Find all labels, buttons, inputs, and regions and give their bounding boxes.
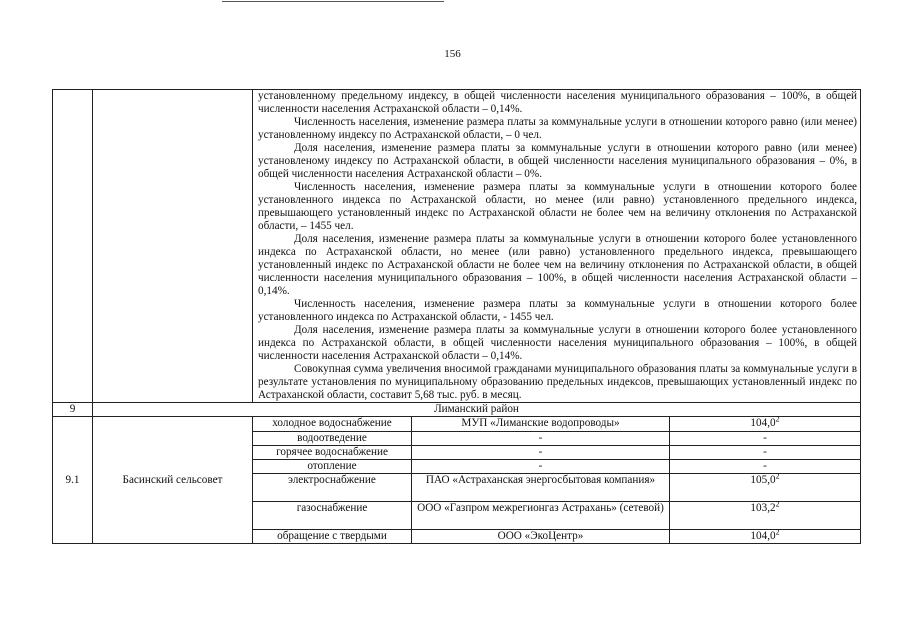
service-name: электроснабжение bbox=[253, 474, 412, 502]
continuation-row bbox=[53, 90, 861, 403]
index-value bbox=[670, 446, 861, 460]
provider-name: - bbox=[412, 460, 670, 474]
index-value-number: - bbox=[763, 460, 767, 472]
index-value bbox=[670, 471, 861, 502]
provider-name: ООО «Газпром межрегионгаз Астрахань» (сетевой) bbox=[412, 502, 670, 530]
provider-name: - bbox=[412, 432, 670, 446]
index-value-footnote: 2 bbox=[775, 471, 780, 481]
index-value-footnote: 2 bbox=[775, 527, 780, 537]
index-value bbox=[670, 499, 861, 530]
narrative-cell bbox=[253, 90, 861, 403]
index-value-number: - bbox=[763, 446, 767, 458]
provider-name: МУП «Лиманские водопроводы» bbox=[412, 417, 670, 432]
index-value-number: 103,2 bbox=[750, 502, 776, 514]
service-name: газоснабжение bbox=[253, 502, 412, 530]
provider-name: - bbox=[412, 446, 670, 460]
continuation-name-cell bbox=[93, 90, 253, 403]
tariff-table bbox=[52, 89, 861, 544]
index-value-footnote: 2 bbox=[775, 499, 780, 509]
municipality-name: Басинский сельсовет bbox=[93, 417, 253, 544]
header-rule bbox=[222, 1, 444, 2]
page-number: 156 bbox=[444, 48, 461, 60]
narrative-paragraph: Доля населения, изменение размера платы за коммунальные услуги в отношении которого более установленного индекса по Астраханской области, но менее (или равно) установленного предельного индекса, превышающего установленный индекс по Астраханской области не более чем на величину отклонения по Астраханской области, в общей численности населения муниципального образования – 100%, в общей численности населения Астраханской области – 0,14%. bbox=[258, 233, 858, 297]
service-name: водоотведение bbox=[253, 432, 412, 446]
service-name: обращение с твердыми bbox=[253, 530, 412, 544]
index-value-number: 104,0 bbox=[750, 530, 776, 542]
section-row bbox=[53, 403, 861, 417]
index-value-number: 105,0 bbox=[750, 474, 776, 486]
narrative-paragraph: Доля населения, изменение размера платы за коммунальные услуги в отношении которого равно (или менее) установленому индексу по Астраханской области, в общей численности населения муниципального образования – 0%, в общей численности населения Астраханской области – 0%. bbox=[258, 142, 858, 180]
section-number: 9 bbox=[53, 403, 93, 417]
continuation-number-cell bbox=[53, 90, 93, 403]
index-value bbox=[670, 414, 861, 432]
service-name: отопление bbox=[253, 460, 412, 474]
index-value-number: 104,0 bbox=[750, 417, 776, 429]
index-value-footnote: 2 bbox=[775, 414, 780, 424]
index-value bbox=[670, 460, 861, 474]
index-value bbox=[670, 527, 861, 544]
narrative-paragraph: Совокупная сумма увеличения вносимой гражданами муниципального образования платы за коммунальные услуги в результате установления по муниципальному образованию предельных индексов, превышающих установленный индекс по Астраханской области, составит 5,68 тыс. руб. в месяц. bbox=[258, 363, 858, 401]
narrative-paragraph: Численность населения, изменение размера платы за коммунальные услуги в отношении которого более установленного индекса по Астраханской области, - 1455 чел. bbox=[258, 298, 858, 323]
subsection-number: 9.1 bbox=[53, 417, 93, 544]
narrative-paragraph: Численность населения, изменение размера платы за коммунальные услуги в отношении которого равно (или менее) установленному индексу по Астраханской области, – 0 чел. bbox=[258, 116, 858, 141]
service-name: горячее водоснабжение bbox=[253, 446, 412, 460]
index-value bbox=[670, 432, 861, 446]
narrative-paragraph: Доля населения, изменение размера платы за коммунальные услуги в отношении которого более установленного индекса по Астраханской области, в общей численности населения муниципального образования – 100%, в общей численности населения Астраханской области – 0,14%. bbox=[258, 324, 858, 362]
section-title: Лиманский район bbox=[93, 403, 861, 417]
narrative-paragraph: Численность населения, изменение размера платы за коммунальные услуги в отношении которого более установленного индекса по Астраханской области, но менее (или равно) установленного предельного индекса, превышающего установленный индекс по Астраханской области не более чем на величину отклонения по Астраханской области, – 1455 чел. bbox=[258, 181, 858, 232]
service-row bbox=[53, 417, 861, 432]
service-name: холодное водоснабжение bbox=[253, 417, 412, 432]
narrative-paragraph: установленному предельному индексу, в общей численности населения муниципального образования – 100%, в общей численности населения Астраханской области – 0,14%. bbox=[258, 90, 858, 115]
provider-name: ПАО «Астраханская энергосбытовая компания» bbox=[412, 474, 670, 502]
index-value-number: - bbox=[763, 432, 767, 444]
provider-name: ООО «ЭкоЦентр» bbox=[412, 530, 670, 544]
